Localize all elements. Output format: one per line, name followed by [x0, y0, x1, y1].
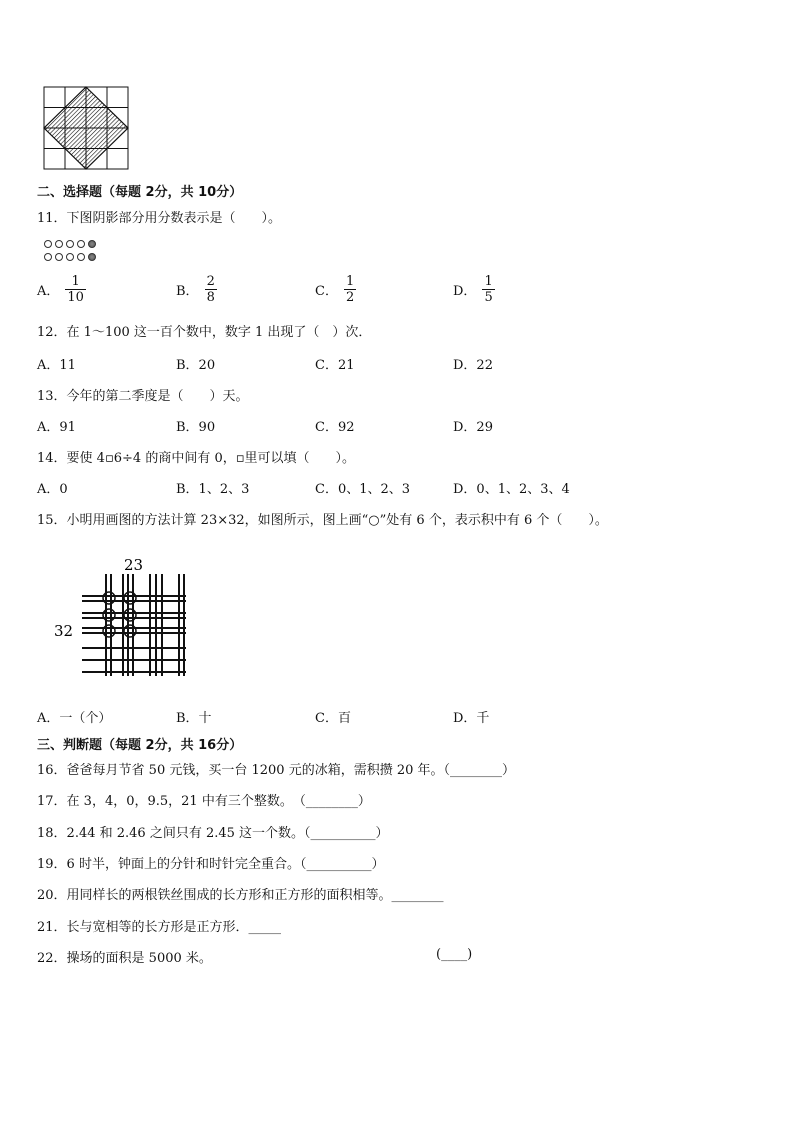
question-18-text: 18．2.44 和 2.46 之间只有 2.45 这一个数。（__________）	[37, 826, 389, 841]
q12-option-b[interactable]: B．20	[176, 358, 216, 373]
empty-circle	[55, 240, 63, 248]
question-14-text: 14．要使 4▫6÷4 的商中间有 0，▫里可以填（ ）。	[37, 451, 356, 466]
question-13-text: 13．今年的第二季度是（ ）天。	[37, 389, 249, 404]
question-15-text: 15．小明用画图的方法计算 23×32，如图所示，图上画“○”处有 6 个，表示积中有 6 个（ ）。	[37, 513, 608, 528]
empty-circle	[44, 253, 52, 261]
shaded-square-grid-figure	[42, 86, 130, 172]
q13-option-c[interactable]: C．92	[315, 420, 355, 435]
question-20-text: 20．用同样长的两根铁丝围成的长方形和正方形的面积相等。________	[37, 888, 444, 903]
q14-option-d[interactable]: D．0、1、2、3、4	[453, 482, 570, 497]
shaded-circle	[88, 253, 96, 261]
line-multiplication-figure	[52, 554, 192, 680]
q14-option-c[interactable]: C．0、1、2、3	[315, 482, 411, 497]
q13-option-b[interactable]: B．90	[176, 420, 216, 435]
question-22-answer-blank[interactable]: (____)	[436, 947, 473, 962]
q14-option-a[interactable]: A．0	[37, 482, 68, 497]
question-22-text: 22．操场的面积是 5000 米。	[37, 951, 212, 966]
circle-diagram	[44, 240, 96, 266]
q13-option-a[interactable]: A．91	[37, 420, 76, 435]
q13-option-d[interactable]: D．29	[453, 420, 493, 435]
question-21-text: 21．长与宽相等的长方形是正方形．_____	[37, 920, 282, 935]
q15-option-a[interactable]: A．一（个）	[37, 711, 112, 726]
grid-lines	[82, 574, 186, 676]
q11-option-a[interactable]	[37, 274, 86, 305]
q12-option-d[interactable]: D．22	[453, 358, 493, 373]
question-16-text: 16．爸爸每月节省 50 元钱，买一台 1200 元的冰箱，需积攒 20 年。（________）	[37, 763, 516, 778]
question-19-text: 19．6 时半，钟面上的分针和时针完全重合。（__________）	[37, 857, 385, 872]
q11-option-d[interactable]	[453, 274, 495, 305]
q11-option-b[interactable]	[176, 274, 217, 305]
q15-option-d[interactable]: D．千	[453, 711, 490, 726]
empty-circle	[66, 240, 74, 248]
empty-circle	[66, 253, 74, 261]
q12-option-a[interactable]: A．11	[37, 358, 76, 373]
fraction: $\frac{2}{8}$	[206, 274, 215, 305]
question-17-text: 17．在 3，4，0，9.5，21 中有三个整数。 （________）	[37, 794, 371, 809]
fraction: $\frac{1}{10}$	[67, 274, 84, 305]
question-11-text: 11．下图阴影部分用分数表示是（ ）。	[37, 211, 282, 226]
question-12-text: 12．在 1～100 这一百个数中，数字 1 出现了（ ）次．	[37, 325, 372, 340]
q11-option-c[interactable]	[315, 274, 356, 305]
option-label: A．	[37, 284, 60, 299]
option-label: C．	[315, 284, 338, 299]
empty-circle	[77, 240, 85, 248]
fraction: $\frac{1}{5}$	[484, 274, 493, 305]
section-3-title: 三、判断题（每题 2分，共 16分）	[37, 738, 243, 753]
q15-option-b[interactable]: B．十	[176, 711, 212, 726]
fraction: $\frac{1}{2}$	[345, 274, 355, 305]
empty-circle	[55, 253, 63, 261]
option-label: D．	[453, 284, 477, 299]
q14-option-b[interactable]: B．1、2、3	[176, 482, 250, 497]
empty-circle	[44, 240, 52, 248]
figure-left-label: 32	[54, 622, 74, 640]
empty-circle	[77, 253, 85, 261]
section-2-title: 二、选择题（每题 2分，共 10分）	[37, 185, 243, 200]
q15-option-c[interactable]: C．百	[315, 711, 351, 726]
option-label: B．	[176, 284, 199, 299]
q12-option-c[interactable]: C．21	[315, 358, 355, 373]
shaded-circle	[88, 240, 96, 248]
circle-marks	[103, 592, 136, 637]
figure-top-label: 23	[124, 556, 144, 574]
